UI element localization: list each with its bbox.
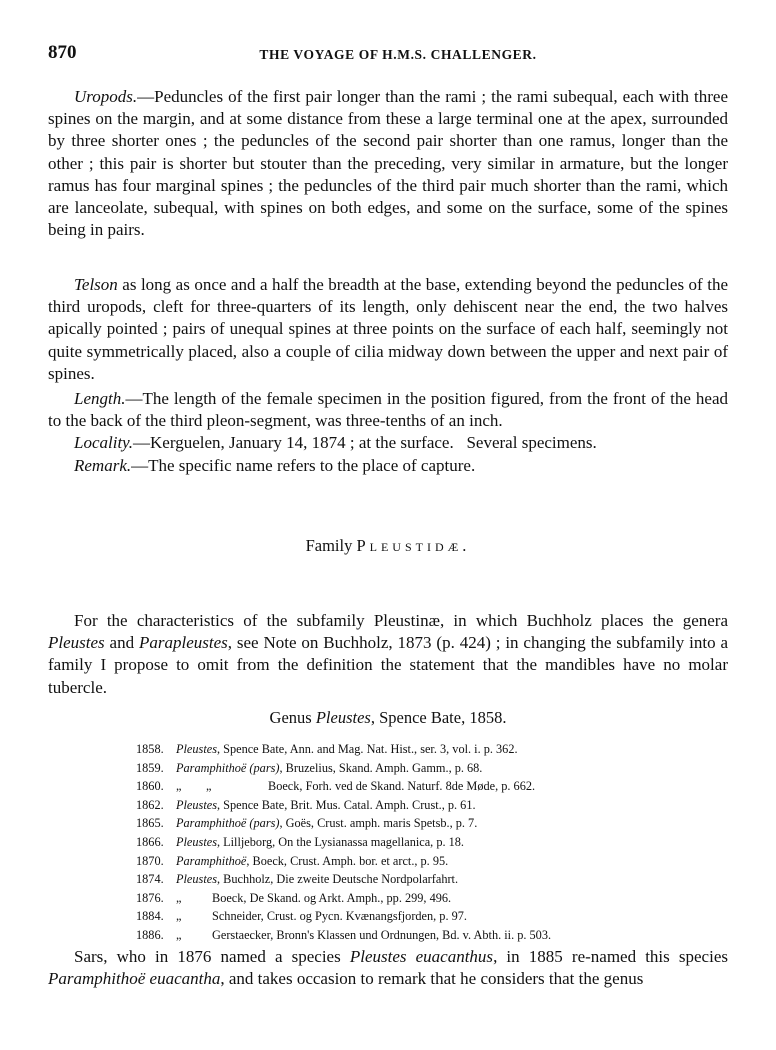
synonymy-reference: , Spence Bate, Ann. and Mag. Nat. Hist., ser. 3, vol. i. p. 362. — [216, 742, 518, 756]
synonymy-entry — [136, 759, 696, 778]
sars-species-1: Pleustes euacanthus — [349, 947, 494, 966]
telson-text: as long as once and a half the breadth at the base, extending beyond the peduncles of the third uropods, cleft for three-quarters of its length, only dehiscent near the end, the two halves apically pointed ; pairs of unequal spines at three points on the surface of each half, seemingly not quite symmetrically placed, also a couple of cilia midway down between the upper and next pair of spines. — [48, 275, 728, 383]
synonymy-ditto-marks: „ — [176, 890, 182, 905]
synonymy-year: 1859. — [136, 760, 164, 775]
locality-label: Locality. — [74, 433, 134, 453]
synonymy-year: 1874. — [136, 872, 164, 887]
synonymy-year: 1862. — [136, 797, 164, 812]
family-para-text-2: and — [104, 633, 139, 653]
genus-prefix: Genus — [269, 708, 316, 727]
family-para-text-3: , see Note on Buchholz, 1873 (p. 424) ; in changing the subfamily into a family I propose to omit from the definition the statement that the mandibles have no molar tubercle. — [48, 633, 729, 697]
synonymy-reference: Gerstaecker, Bronn's Klassen und Ordnungen, Bd. v. Abth. ii. p. 503. — [212, 927, 552, 942]
synonymy-ditto-marks: „ — [176, 909, 182, 924]
synonymy-entry — [136, 740, 696, 759]
sars-text-1: Sars, who in 1876 named a species — [74, 947, 350, 966]
synonymy-name: Pleustes — [176, 872, 217, 887]
synonymy-reference: , Lilljeborg, On the Lysianassa magellanica, p. 18. — [216, 834, 465, 849]
synonymy-reference: , Goës, Crust. amph. maris Spetsb., p. 7. — [279, 816, 478, 831]
synonymy-name: Pleustes — [176, 742, 217, 756]
synonymy-year: 1884. — [136, 909, 164, 924]
telson-label: Telson — [74, 275, 118, 294]
length-label: Length. — [74, 389, 126, 408]
length-locality-remark-block — [48, 388, 728, 477]
family-paragraph — [48, 610, 728, 699]
length-text: —The length of the female specimen in the position figured, from the front of the head to the back of the third pleon-segment, was three-tenths of an inch. — [48, 389, 728, 431]
synonymy-entry — [136, 907, 696, 926]
synonymy-entry — [136, 833, 696, 852]
locality-paragraph — [48, 432, 728, 454]
synonymy-name: Pleustes — [176, 834, 217, 849]
uropods-paragraph — [48, 86, 728, 241]
synonymy-year: 1858. — [136, 742, 164, 756]
synonymy-year: 1865. — [136, 816, 164, 831]
family-para-genus-2: Parapleustes — [138, 633, 228, 653]
synonymy-name: Paramphithoë — [176, 853, 247, 868]
remark-label: Remark. — [74, 455, 132, 475]
synonymy-reference: Boeck, De Skand. og Arkt. Amph., pp. 299, 496. — [212, 890, 452, 905]
synonymy-year: 1876. — [136, 890, 164, 905]
synonymy-entry — [136, 926, 696, 945]
sars-paragraph — [48, 946, 728, 990]
synonymy-entry — [136, 852, 696, 871]
synonymy-reference: , Spence Bate, Brit. Mus. Catal. Amph. Crust., p. 61. — [216, 797, 476, 812]
family-heading — [48, 536, 728, 556]
synonymy-reference: , Bruzelius, Skand. Amph. Gamm., p. 68. — [279, 760, 483, 775]
synonymy-name: Paramphithoë (pars) — [176, 816, 280, 831]
family-name: Pleustidæ. — [356, 536, 471, 555]
synonymy-entry — [136, 870, 696, 889]
family-para-text-1: For the characteristics of the subfamily Pleustinæ, in which Buchholz places the genera — [74, 611, 728, 630]
synonymy-reference: , Boeck, Crust. Amph. bor. et arct., p. 95. — [246, 853, 449, 868]
synonymy-year: 1866. — [136, 834, 164, 849]
page-number: 870 — [48, 42, 77, 63]
synonymy-ditto-marks: „ „ — [176, 779, 212, 794]
synonymy-reference: Schneider, Crust. og Pycn. Kvænangsfjorden, p. 97. — [212, 909, 467, 924]
sars-species-2: Paramphithoë euacantha — [48, 969, 221, 989]
sars-text-3: , and takes occasion to remark that he considers that the genus — [220, 969, 644, 989]
synonymy-entry — [136, 777, 696, 796]
synonymy-year: 1860. — [136, 779, 164, 794]
family-para-genus-1: Pleustes — [48, 633, 105, 653]
length-paragraph — [48, 388, 728, 432]
synonymy-entry — [136, 889, 696, 908]
genus-heading — [48, 708, 728, 728]
synonymy-entry — [136, 796, 696, 815]
sars-text-2: , in 1885 re-named this species — [493, 947, 728, 966]
synonymy-ditto-marks: „ — [176, 927, 182, 942]
synonymy-reference: Boeck, Forh. ved de Skand. Naturf. 8de Møde, p. 662. — [268, 779, 536, 794]
remark-text: —The specific name refers to the place of capture. — [131, 455, 476, 475]
genus-name: Pleustes — [315, 708, 371, 727]
running-head — [48, 42, 728, 68]
synonymy-year: 1870. — [136, 853, 164, 868]
remark-paragraph — [48, 455, 728, 477]
synonymy-year: 1886. — [136, 927, 164, 942]
uropods-text: —Peduncles of the first pair longer than the rami ; the rami subequal, each with three spines on the margin, and at some distance from these a large terminal one at the apex, surrounded by three shorter ones ; the peduncles of the second pair shorter than one ramus, longer than the other ; this pair is shorter but stouter than the preceding, very similar in armature, but the longer ramus has four marginal spines ; the peduncles of the third pair much shorter than the rami, which are lanceolate, subequal, with spines on both edges, and some on the surface, some of the spines being in pairs. — [48, 87, 728, 240]
synonymy-name: Paramphithoë (pars) — [176, 760, 280, 775]
telson-paragraph — [48, 274, 728, 385]
synonymy-entry — [136, 814, 696, 833]
synonymy-name: Pleustes — [176, 797, 217, 812]
locality-text: —Kerguelen, January 14, 1874 ; at the surface. Several specimens. — [133, 433, 597, 453]
family-prefix: Family — [305, 536, 353, 555]
synonymy-list — [136, 740, 696, 945]
synonymy-reference: , Buchholz, Die zweite Deutsche Nordpolarfahrt. — [216, 872, 459, 887]
genus-suffix: , Spence Bate, 1858. — [370, 708, 507, 727]
uropods-label: Uropods. — [74, 87, 138, 106]
running-title: THE VOYAGE OF H.M.S. CHALLENGER. — [259, 47, 537, 62]
